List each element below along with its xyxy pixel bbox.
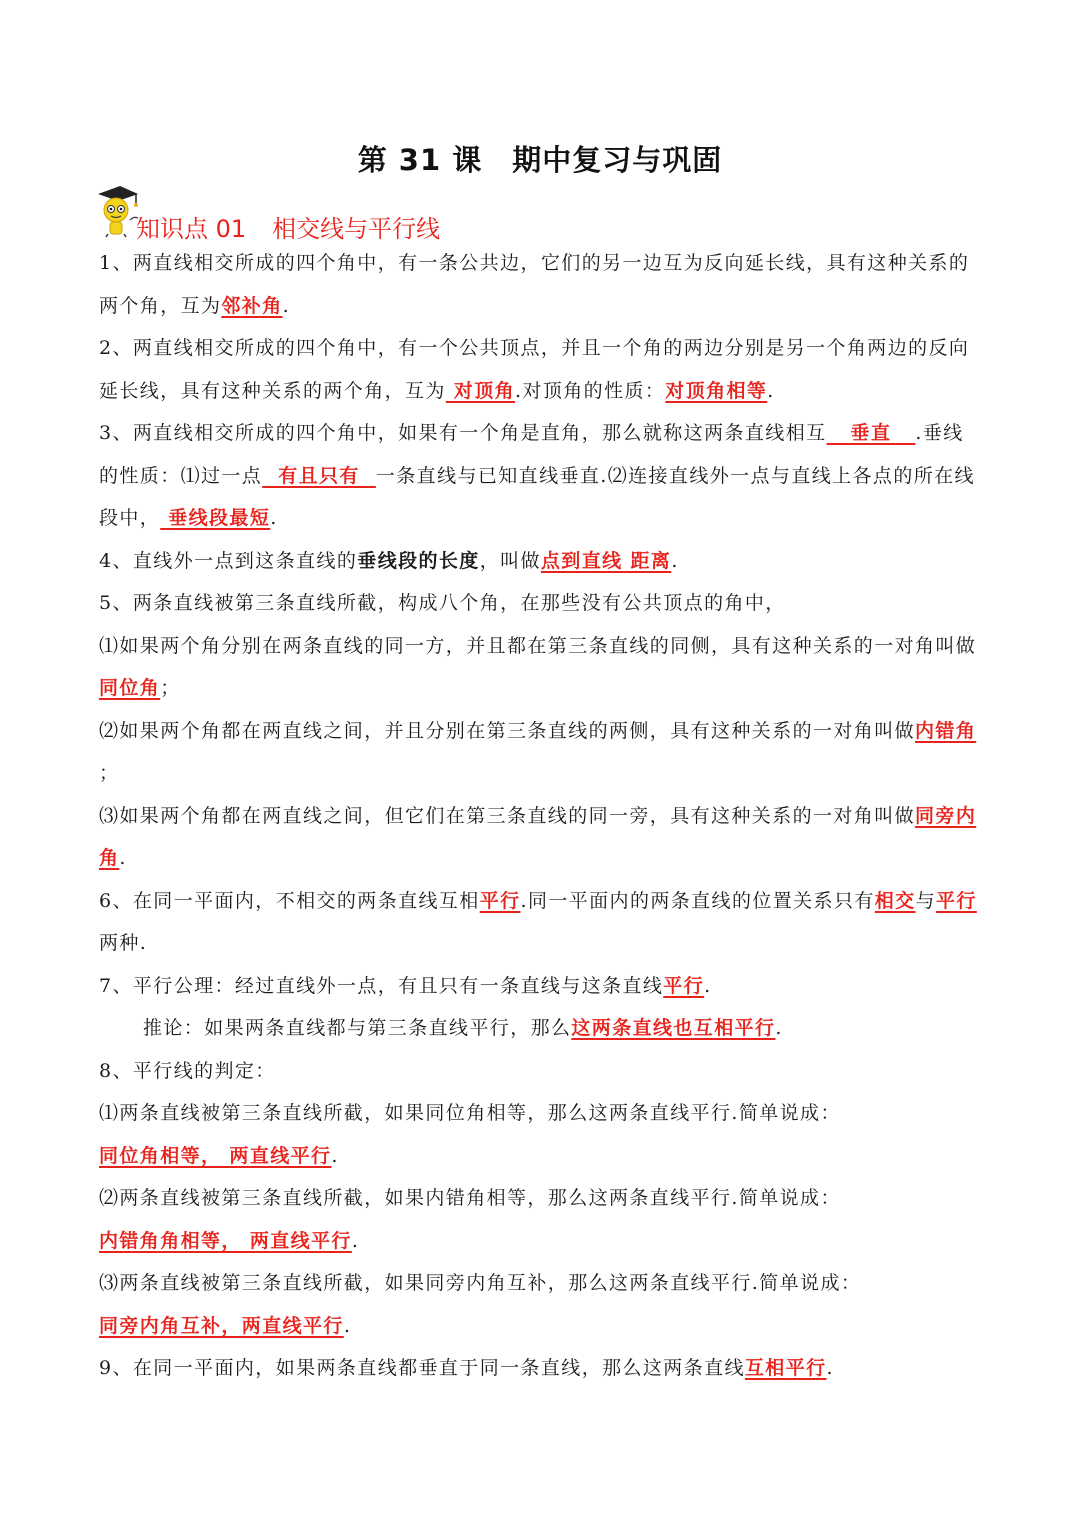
answer-blank: 同旁内角互补，两直线平行	[99, 1314, 344, 1337]
item-5-2: ⑵如果两个角都在两直线之间，并且分别在第三条直线的两侧，具有这种关系的一对角叫做内错角 ；	[99, 719, 977, 784]
item-2: 2、两直线相交所成的四个角中，有一个公共顶点，并且一个角的两边分别是另一个角两边的反向延长线，具有这种关系的两个角，互为 对顶角.对顶角的性质：对顶角相等.	[99, 337, 970, 402]
answer-blank: 点到直线 距离	[540, 549, 672, 572]
item-4: 4、直线外一点到这条直线的垂线段的长度，叫做点到直线 距离.	[99, 549, 679, 572]
section-name: 相交线与平行线	[272, 215, 441, 243]
answer-blank: 平行	[935, 889, 977, 912]
item-8-3-answer: 同旁内角互补，两直线平行.	[99, 1314, 352, 1337]
bold-term: 垂线段的长度	[357, 549, 480, 572]
answer-blank: 同位角相等， 两直线平行	[99, 1144, 332, 1167]
answer-blank: 有且只有	[262, 464, 376, 487]
page-title	[0, 138, 1080, 179]
answer-blank: 平行	[663, 974, 705, 997]
section-heading	[136, 209, 440, 244]
answer-blank: 内错角角相等， 两直线平行	[99, 1229, 352, 1252]
item-8-2-answer: 内错角角相等， 两直线平行.	[99, 1229, 360, 1252]
item-1: 1、两直线相交所成的四个角中，有一条公共边，它们的另一边互为反向延长线，具有这种关系的两个角，互为邻补角.	[99, 252, 970, 317]
answer-blank: 平行	[479, 889, 521, 912]
item-9: 9、在同一平面内，如果两条直线都垂直于同一条直线，那么这两条直线互相平行.	[99, 1357, 834, 1379]
answer-blank: 垂线段最短	[160, 507, 271, 529]
answer-blank: 垂直	[826, 422, 916, 444]
item-8-2: ⑵两条直线被第三条直线所截，如果内错角相等，那么这两条直线平行.简单说成：	[99, 1187, 841, 1209]
item-3: 3、两直线相交所成的四个角中，如果有一个角是直角，那么就称这两条直线相互 垂直 .垂线的性质：⑴过一点 有且只有 一条直线与已知直线垂直.⑵连接直线外一点与直线上各点的所在线段中， 垂线段最短.	[99, 422, 975, 529]
answer-blank: 同位角	[99, 677, 161, 699]
answer-blank: 这两条直线也互相平行	[571, 1017, 776, 1039]
knowledge-list	[99, 242, 983, 1390]
answer-blank: 内错角	[915, 719, 977, 742]
lesson-name: 期中复习与巩固	[512, 143, 723, 177]
answer-blank: 对顶角相等	[665, 379, 768, 402]
item-8-3: ⑶两条直线被第三条直线所截，如果同旁内角互补，那么这两条直线平行.简单说成：	[99, 1272, 862, 1294]
answer-blank: 相交	[874, 889, 916, 912]
answer-blank: 同旁内角	[99, 804, 977, 869]
item-6: 6、在同一平面内，不相交的两条直线互相平行.同一平面内的两条直线的位置关系只有相交与平行两种.	[99, 889, 977, 954]
section-number: 知识点 01	[136, 215, 247, 243]
item-8-1: ⑴两条直线被第三条直线所截，如果同位角相等，那么这两条直线平行.简单说成：	[99, 1102, 841, 1124]
item-8: 8、平行线的判定：	[99, 1059, 276, 1082]
answer-blank: 互相平行	[744, 1357, 827, 1379]
item-7: 7、平行公理：经过直线外一点，有且只有一条直线与这条直线平行.	[99, 974, 712, 997]
item-5: 5、两条直线被第三条直线所截，构成八个角，在那些没有公共顶点的角中，	[99, 592, 786, 614]
item-5-3: ⑶如果两个角都在两直线之间，但它们在第三条直线的同一旁，具有这种关系的一对角叫做同旁内角.	[99, 804, 977, 869]
answer-blank: 对顶角	[445, 379, 516, 402]
graduate-mascot-icon	[94, 184, 140, 238]
item-5-1: ⑴如果两个角分别在两条直线的同一方，并且都在第三条直线的同侧，具有这种关系的一对角叫做 同位角；	[99, 634, 977, 699]
item-7-corollary: 推论：如果两条直线都与第三条直线平行，那么这两条直线也互相平行.	[143, 1017, 783, 1039]
item-8-1-answer: 同位角相等， 两直线平行.	[99, 1144, 339, 1167]
answer-blank: 邻补角	[221, 294, 283, 317]
lesson-number: 第 31 课	[357, 143, 483, 177]
